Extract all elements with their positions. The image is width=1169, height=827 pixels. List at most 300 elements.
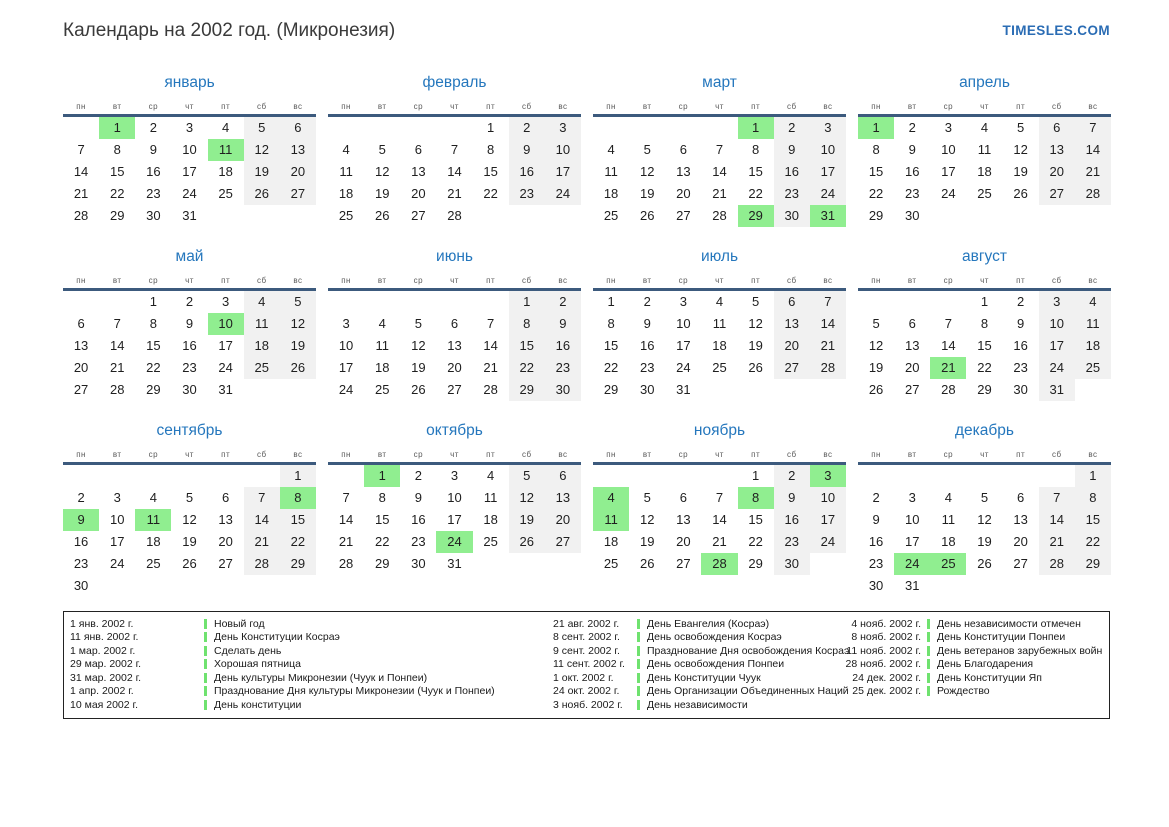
day-cell: 18 [338, 186, 354, 201]
day-cell: 9 [1017, 316, 1025, 331]
day-cell: 9 [63, 509, 99, 531]
day-cell: 8 [280, 487, 316, 509]
empty-cell [63, 291, 99, 313]
weekday-label: пт [486, 276, 496, 285]
empty-cell [1039, 205, 1075, 227]
legend-date: 11 янв. 2002 г. [70, 631, 139, 644]
day-cell: 27 [280, 183, 316, 205]
day-cell: 17 [338, 360, 354, 375]
weekday-label: чт [185, 102, 194, 111]
day-cell: 13 [904, 338, 920, 353]
weekday-label: ср [678, 276, 689, 285]
month-title: сентябрь [156, 422, 223, 439]
weekday-label: пт [751, 102, 761, 111]
weekday-label: вт [907, 276, 917, 285]
day-cell: 7 [944, 316, 952, 331]
legend-row [70, 631, 553, 645]
weekday-label: ср [413, 450, 424, 459]
day-cell: 12 [182, 512, 197, 527]
weekday-label: сб [786, 102, 797, 111]
day-cell: 23 [411, 534, 426, 549]
day-cell: 6 [908, 316, 916, 331]
weekday-label: пн [606, 276, 616, 285]
legend-holiday-name: День культуры Микронезии (Чуук и Понпеи) [214, 671, 428, 684]
month-6 [328, 247, 581, 421]
legend-holiday-name: Празднование Дня освобождения Косраэ [647, 644, 850, 657]
day-cell: 4 [378, 316, 386, 331]
weekday-label: чт [980, 276, 989, 285]
day-cell: 24 [1039, 357, 1075, 379]
day-cell: 29 [603, 382, 619, 397]
day-cell: 2 [509, 117, 545, 139]
empty-cell [1075, 205, 1111, 227]
weekday-label: пн [341, 102, 351, 111]
weekday-label: ср [678, 102, 689, 111]
day-cell: 28 [810, 357, 846, 379]
empty-cell [810, 553, 846, 575]
empty-cell [171, 465, 207, 487]
day-cell: 23 [146, 186, 161, 201]
day-cell: 4 [980, 120, 989, 135]
day-cell: 4 [607, 142, 615, 157]
day-cell: 22 [748, 534, 763, 549]
weekday-label: сб [521, 450, 532, 459]
legend-date: 24 дек. 2002 г. [852, 671, 921, 684]
day-cell: 4 [244, 291, 280, 313]
legend-tick-icon [637, 619, 640, 629]
day-cell: 25 [977, 186, 992, 201]
day-cell: 31 [810, 205, 846, 227]
weekday-header-row [593, 450, 846, 465]
weekday-label: вс [823, 450, 833, 459]
month-title: апрель [959, 74, 1010, 91]
day-cell: 15 [603, 338, 619, 353]
weekday-header-row [63, 450, 316, 465]
day-cell: 16 [545, 335, 581, 357]
month-title: март [702, 74, 737, 91]
day-cell: 1 [487, 120, 495, 135]
day-cell: 25 [338, 208, 354, 223]
day-cell: 28 [73, 208, 89, 223]
month-2 [328, 73, 581, 247]
weekday-label: пт [221, 276, 231, 285]
brand-link[interactable]: TIMESLES.COM [1002, 23, 1110, 38]
legend-tick-icon [927, 632, 930, 642]
day-cell: 24 [941, 186, 956, 201]
day-cell: 29 [374, 556, 390, 571]
weekday-label: пн [606, 102, 616, 111]
empty-cell [858, 291, 894, 313]
month-5 [63, 247, 316, 421]
day-cell: 1 [858, 117, 894, 139]
empty-cell [1039, 465, 1075, 487]
legend-holiday-name: Рождество [937, 685, 990, 698]
weekday-label: сб [786, 450, 797, 459]
day-cell: 1 [1075, 465, 1111, 487]
legend-tick-icon [927, 619, 930, 629]
weekday-label: сб [256, 102, 267, 111]
day-cell: 7 [1039, 487, 1075, 509]
month-8 [858, 247, 1111, 421]
day-cell: 20 [218, 534, 233, 549]
day-cell: 23 [639, 360, 655, 375]
weekday-label: вт [377, 450, 387, 459]
empty-cell [966, 575, 1002, 597]
empty-cell [930, 575, 966, 597]
day-cell: 17 [941, 164, 956, 179]
day-cell: 26 [868, 382, 884, 397]
day-cell: 20 [676, 186, 691, 201]
legend-tick-icon [927, 673, 930, 683]
weekday-label: пт [221, 102, 231, 111]
day-cell: 20 [545, 509, 581, 531]
empty-cell [966, 205, 1002, 227]
weekday-label: пт [486, 450, 496, 459]
empty-cell [701, 379, 737, 401]
day-cell: 19 [374, 186, 390, 201]
legend-holiday-name: День Конституции Понпеи [937, 631, 1066, 644]
weekday-label: вс [1088, 102, 1098, 111]
empty-cell [629, 465, 665, 487]
day-cell: 20 [447, 360, 462, 375]
day-cell: 25 [244, 357, 280, 379]
day-cell: 9 [872, 512, 880, 527]
empty-cell [593, 117, 629, 139]
day-cell: 16 [73, 534, 89, 549]
weekday-label: вт [642, 102, 652, 111]
day-cell: 25 [483, 534, 498, 549]
day-cell: 27 [676, 556, 691, 571]
day-cell: 15 [374, 512, 390, 527]
day-cell: 17 [810, 161, 846, 183]
day-cell: 10 [447, 490, 462, 505]
day-cell: 14 [244, 509, 280, 531]
day-cell: 15 [146, 338, 161, 353]
empty-cell [208, 575, 244, 597]
day-cell: 18 [146, 534, 161, 549]
weekday-label: вс [293, 102, 303, 111]
day-cell: 19 [411, 360, 426, 375]
empty-cell [280, 379, 316, 401]
legend-date: 24 окт. 2002 г. [553, 685, 620, 698]
weekday-label: вт [377, 102, 387, 111]
day-cell: 22 [280, 531, 316, 553]
weekday-label: пн [76, 102, 86, 111]
day-cell: 20 [1013, 534, 1028, 549]
day-cell: 20 [774, 335, 810, 357]
day-cell: 21 [338, 534, 354, 549]
legend-holiday-name: Новый год [214, 617, 265, 630]
day-cell: 12 [639, 512, 655, 527]
weekday-header-row [328, 102, 581, 117]
legend-date: 3 нояб. 2002 г. [553, 698, 623, 711]
weekday-label: чт [980, 450, 989, 459]
legend-row [553, 685, 849, 699]
months-grid [63, 73, 1169, 595]
day-cell: 8 [487, 142, 495, 157]
day-cell: 17 [545, 161, 581, 183]
legend-tick-icon [927, 659, 930, 669]
day-cell: 6 [450, 316, 459, 331]
day-cell: 22 [603, 360, 619, 375]
day-cell: 9 [149, 142, 157, 157]
legend-column-3 [843, 617, 1103, 712]
empty-cell [1075, 379, 1111, 401]
day-cell: 2 [1017, 294, 1025, 309]
day-cell: 13 [676, 164, 691, 179]
day-cell: 16 [509, 161, 545, 183]
day-cell: 18 [712, 338, 727, 353]
weekday-label: сб [1051, 102, 1062, 111]
weekday-label: пт [486, 102, 496, 111]
weekday-label: пн [871, 102, 881, 111]
day-cell: 21 [1075, 161, 1111, 183]
legend-date: 11 нояб. 2002 г. [846, 644, 921, 657]
day-cell: 21 [447, 186, 462, 201]
day-cell: 31 [1039, 379, 1075, 401]
weekday-label: ср [413, 276, 424, 285]
weekday-label: пт [751, 450, 761, 459]
day-cell: 22 [1075, 531, 1111, 553]
empty-cell [858, 465, 894, 487]
day-cell: 7 [244, 487, 280, 509]
empty-cell [436, 117, 472, 139]
empty-cell [593, 465, 629, 487]
legend-row [70, 658, 553, 672]
day-cell: 4 [1075, 291, 1111, 313]
day-cell: 4 [222, 120, 230, 135]
legend-row [70, 685, 553, 699]
day-cell: 3 [908, 490, 916, 505]
day-cell: 6 [1039, 117, 1075, 139]
day-cell: 30 [182, 382, 197, 397]
day-cell: 27 [676, 208, 691, 223]
empty-cell [99, 465, 135, 487]
legend-row [553, 617, 843, 631]
empty-cell [244, 379, 280, 401]
day-cell: 2 [774, 465, 810, 487]
day-cell: 30 [774, 553, 810, 575]
day-grid [858, 465, 1111, 597]
day-cell: 20 [280, 161, 316, 183]
day-cell: 24 [545, 183, 581, 205]
weekday-label: вт [642, 450, 652, 459]
weekday-label: вт [112, 276, 122, 285]
day-cell: 7 [342, 490, 350, 505]
day-cell: 13 [280, 139, 316, 161]
day-cell: 29 [509, 379, 545, 401]
day-cell: 23 [774, 531, 810, 553]
day-cell: 6 [679, 490, 687, 505]
day-cell: 22 [509, 357, 545, 379]
day-grid [593, 465, 846, 575]
legend-holiday-name: День Организации Объединенных Наций [647, 685, 849, 698]
day-cell: 14 [483, 338, 498, 353]
legend-date: 1 мар. 2002 г. [70, 644, 136, 657]
day-cell: 5 [980, 490, 989, 505]
empty-cell [665, 117, 701, 139]
day-cell: 24 [810, 531, 846, 553]
day-cell: 12 [374, 164, 390, 179]
day-cell: 27 [411, 208, 426, 223]
day-cell: 22 [977, 360, 992, 375]
day-grid [63, 465, 316, 597]
legend-tick-icon [204, 700, 207, 710]
legend-tick-icon [637, 686, 640, 696]
day-cell: 22 [146, 360, 161, 375]
day-cell: 1 [752, 468, 760, 483]
weekday-header-row [593, 276, 846, 291]
legend-column-2 [553, 617, 850, 712]
day-cell: 3 [450, 468, 459, 483]
day-cell: 18 [941, 534, 956, 549]
day-cell: 10 [676, 316, 691, 331]
day-cell: 25 [218, 186, 233, 201]
empty-cell [400, 117, 436, 139]
day-cell: 31 [182, 208, 197, 223]
day-cell: 22 [374, 534, 390, 549]
empty-cell [364, 291, 400, 313]
day-cell: 10 [810, 487, 846, 509]
weekday-label: чт [715, 102, 724, 111]
day-cell: 21 [810, 335, 846, 357]
legend-tick-icon [637, 659, 640, 669]
weekday-label: чт [450, 102, 459, 111]
legend-row [843, 644, 1103, 658]
day-cell: 1 [280, 465, 316, 487]
day-cell: 21 [712, 186, 727, 201]
day-cell: 24 [676, 360, 691, 375]
day-cell: 7 [715, 142, 724, 157]
day-cell: 17 [810, 509, 846, 531]
legend-date: 1 апр. 2002 г. [70, 685, 134, 698]
day-cell: 4 [342, 142, 350, 157]
day-grid [328, 465, 581, 575]
day-cell: 19 [1013, 164, 1028, 179]
day-cell: 27 [73, 382, 89, 397]
day-cell: 12 [639, 164, 655, 179]
day-cell: 26 [1013, 186, 1028, 201]
day-cell: 25 [603, 556, 619, 571]
day-grid [328, 291, 581, 401]
day-cell: 27 [447, 382, 462, 397]
empty-cell [473, 553, 509, 575]
weekday-label: чт [185, 450, 194, 459]
day-cell: 27 [774, 357, 810, 379]
day-cell: 17 [447, 512, 462, 527]
empty-cell [629, 117, 665, 139]
day-cell: 19 [868, 360, 884, 375]
day-grid [63, 117, 316, 227]
day-cell: 15 [748, 164, 763, 179]
day-cell: 23 [868, 556, 884, 571]
day-cell: 28 [483, 382, 498, 397]
weekday-label: пн [606, 450, 616, 459]
empty-cell [509, 205, 545, 227]
month-12 [858, 421, 1111, 595]
weekday-label: чт [450, 276, 459, 285]
weekday-label: ср [413, 102, 424, 111]
legend-row [70, 671, 553, 685]
day-cell: 26 [639, 556, 655, 571]
day-cell: 23 [774, 183, 810, 205]
day-cell: 12 [411, 338, 426, 353]
day-cell: 15 [1075, 509, 1111, 531]
day-cell: 25 [1075, 357, 1111, 379]
empty-cell [328, 465, 364, 487]
day-cell: 1 [980, 294, 989, 309]
day-cell: 28 [447, 208, 462, 223]
day-cell: 4 [715, 294, 724, 309]
day-cell: 23 [545, 357, 581, 379]
day-cell: 10 [545, 139, 581, 161]
day-cell: 8 [607, 316, 615, 331]
day-cell: 31 [447, 556, 462, 571]
empty-cell [135, 465, 171, 487]
day-cell: 24 [810, 183, 846, 205]
legend-tick-icon [927, 646, 930, 656]
day-cell: 21 [73, 186, 89, 201]
legend-row [843, 617, 1103, 631]
day-cell: 1 [738, 117, 774, 139]
legend-holiday-name: День Евангелия (Косраэ) [647, 617, 770, 630]
empty-cell [930, 465, 966, 487]
day-cell: 16 [639, 338, 655, 353]
legend-date: 8 сент. 2002 г. [553, 631, 620, 644]
empty-cell [99, 575, 135, 597]
legend-holiday-name: День Благодарения [937, 658, 1034, 671]
weekday-header-row [328, 450, 581, 465]
day-cell: 30 [639, 382, 655, 397]
day-cell: 5 [244, 117, 280, 139]
day-cell: 7 [715, 490, 724, 505]
weekday-label: пт [221, 450, 231, 459]
legend-tick-icon [204, 632, 207, 642]
day-cell: 13 [218, 512, 233, 527]
day-cell: 15 [748, 512, 763, 527]
weekday-label: пт [1016, 102, 1026, 111]
weekday-label: ср [943, 102, 954, 111]
empty-cell [244, 205, 280, 227]
weekday-header-row [858, 450, 1111, 465]
day-cell: 27 [1039, 183, 1075, 205]
day-cell: 5 [509, 465, 545, 487]
legend-holiday-name: День Конституции Яп [937, 671, 1042, 684]
day-cell: 3 [810, 117, 846, 139]
day-cell: 11 [208, 139, 244, 161]
day-cell: 10 [338, 338, 354, 353]
weekday-label: сб [256, 276, 267, 285]
empty-cell [738, 379, 774, 401]
weekday-label: сб [521, 276, 532, 285]
day-cell: 24 [894, 553, 930, 575]
weekday-label: вс [293, 450, 303, 459]
empty-cell [509, 553, 545, 575]
day-cell: 10 [941, 142, 956, 157]
weekday-label: сб [786, 276, 797, 285]
day-cell: 12 [1013, 142, 1028, 157]
day-cell: 3 [1039, 291, 1075, 313]
weekday-label: вт [907, 102, 917, 111]
legend-tick-icon [204, 619, 207, 629]
day-cell: 9 [774, 487, 810, 509]
day-cell: 4 [593, 487, 629, 509]
day-cell: 11 [483, 490, 498, 505]
day-grid [593, 117, 846, 227]
day-cell: 15 [977, 338, 992, 353]
empty-cell [701, 117, 737, 139]
day-cell: 13 [545, 487, 581, 509]
